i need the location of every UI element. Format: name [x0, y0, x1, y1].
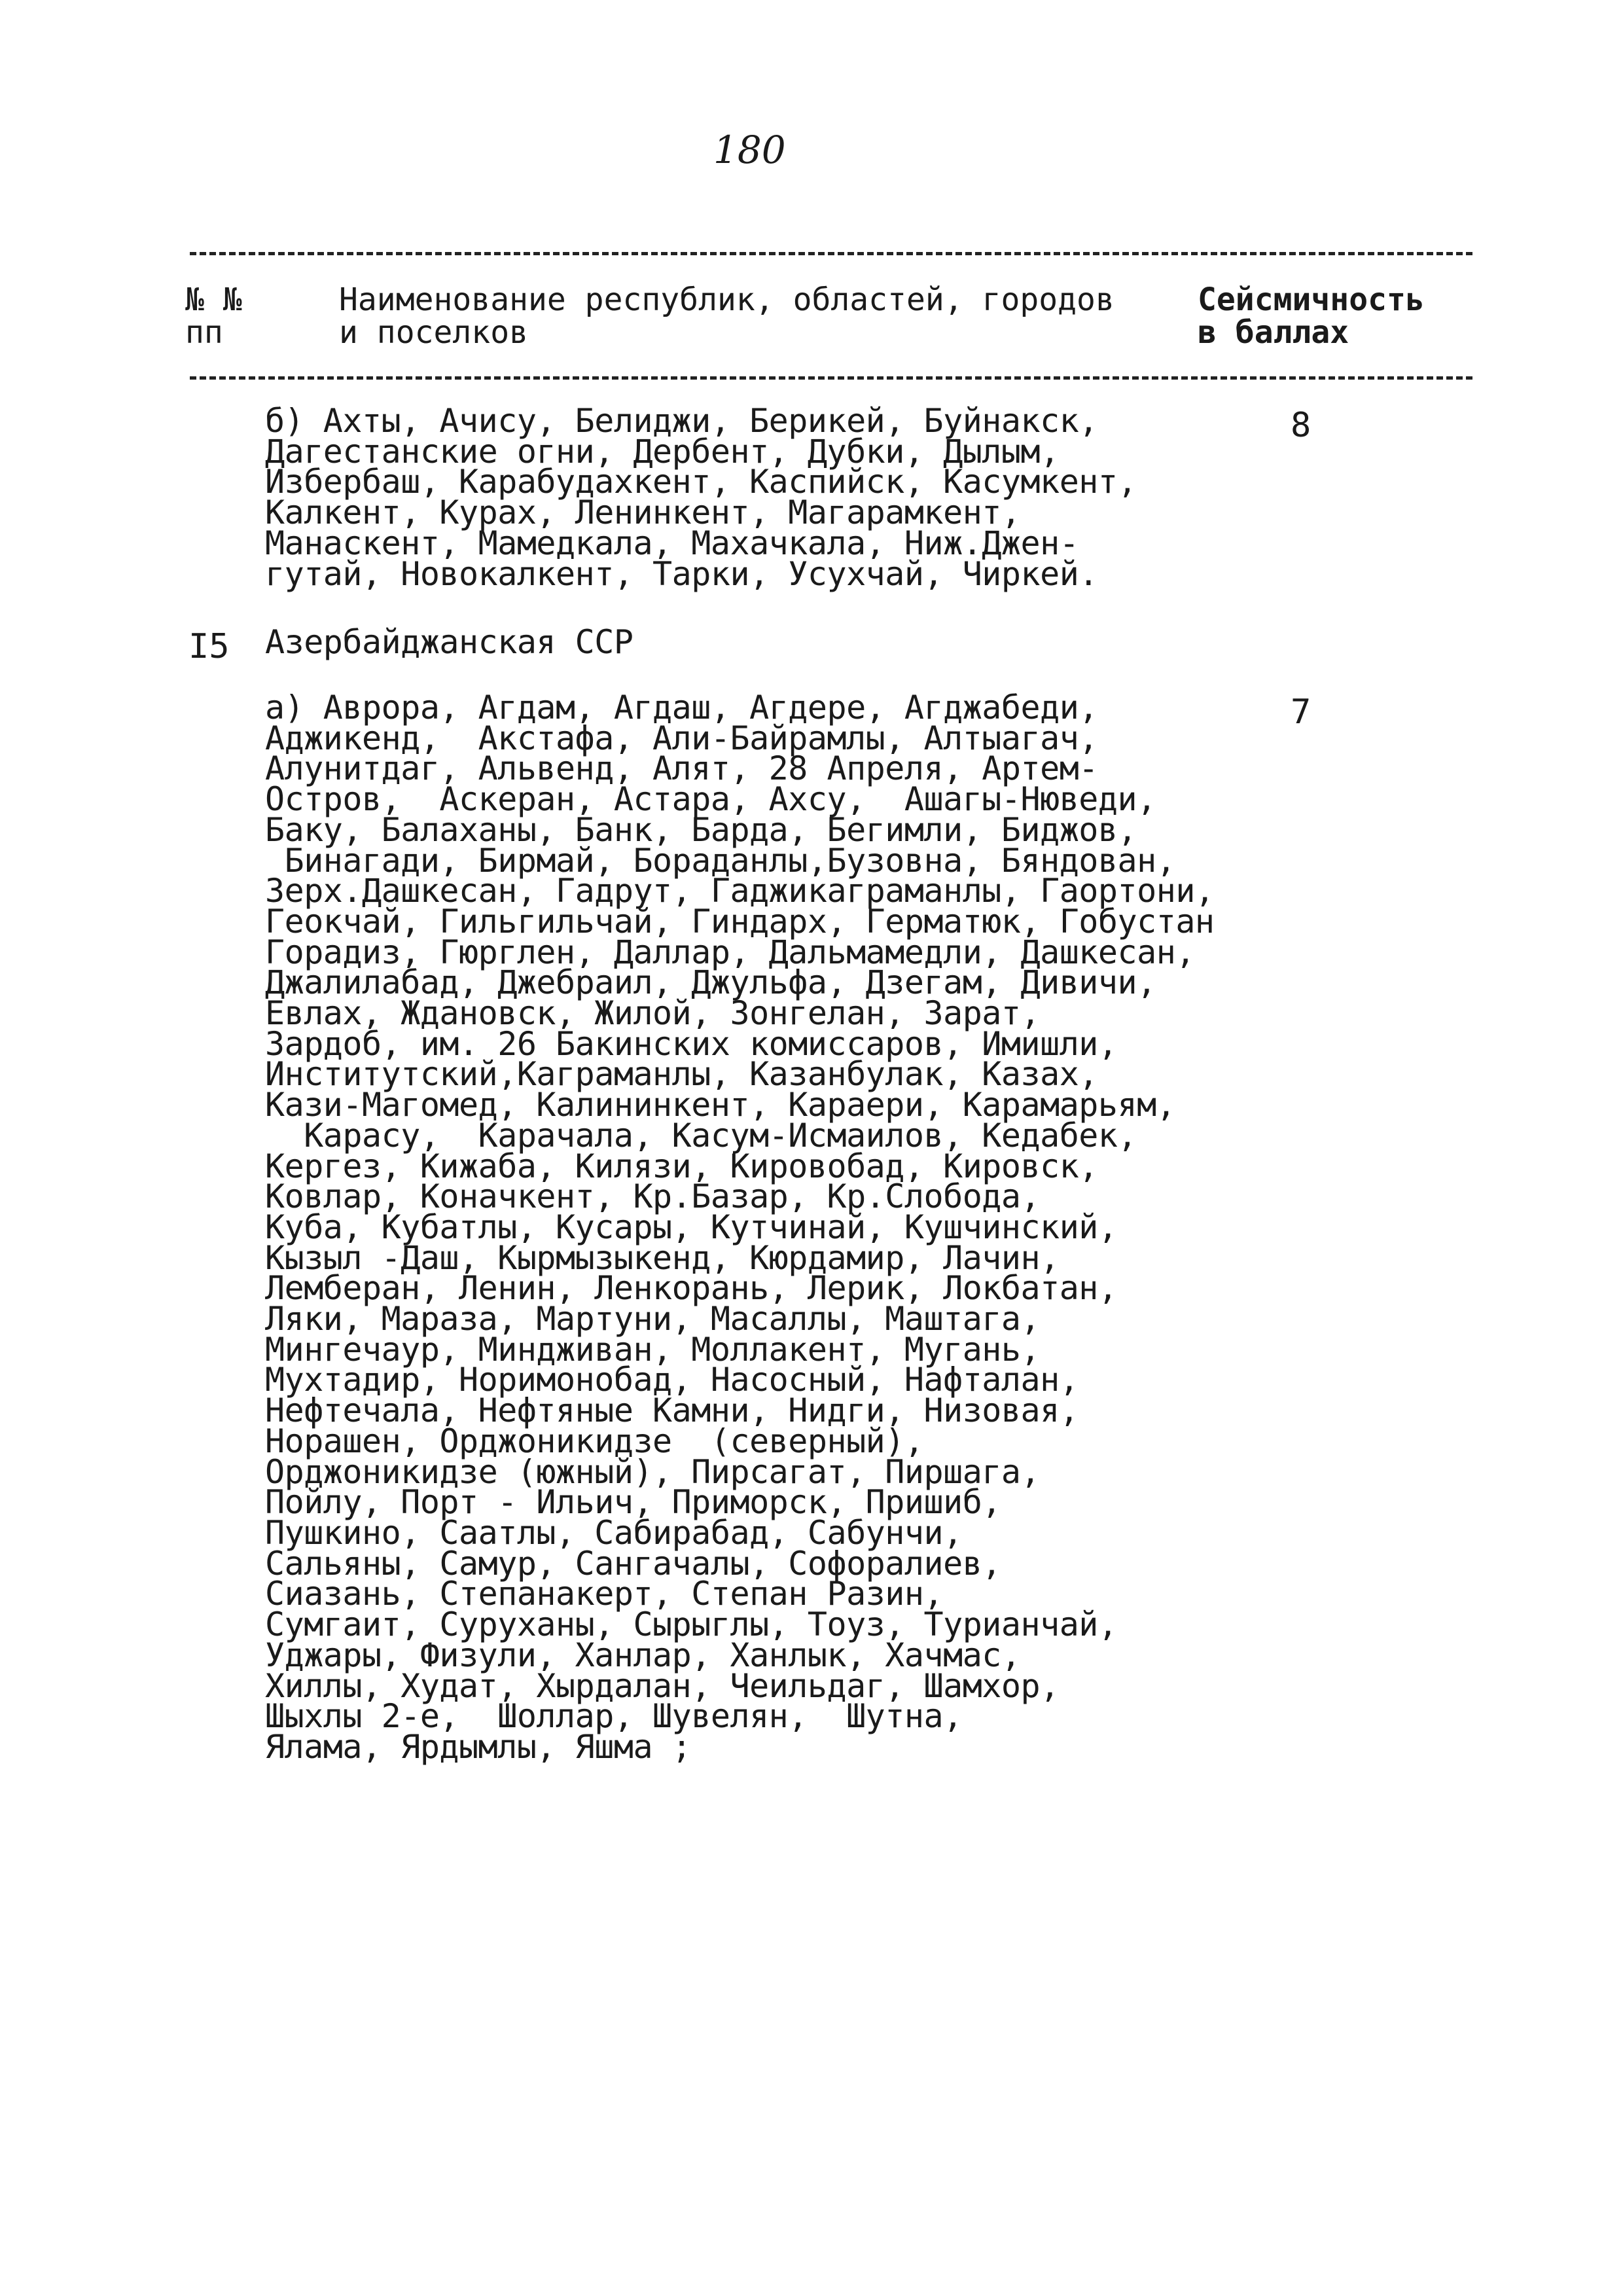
text-line: Орджоникидзе (южный), Пирсагат, Пиршагa, [265, 1452, 1041, 1491]
text-line: Евлах, Ждановск, Жилой, Зонгелан, Зарат, [265, 994, 1041, 1033]
text-line: Алунитдаг, Альвенд, Алят, 28 Апреля, Артем- [265, 749, 1098, 788]
text-line: Аджикенд, Акстафа, Али-Байрамлы, Алтыагач, [265, 719, 1098, 757]
header-bottom-rule [190, 376, 1472, 380]
text-line: Ляки, Мараза, Мартуни, Масаллы, Маштага, [265, 1300, 1041, 1338]
text-line: Карасу, Карачала, Касум-Исмаилов, Кедабек, [265, 1116, 1137, 1155]
text-line: Избербаш, Карабудахкент, Каспийск, Касумкент, [265, 463, 1137, 501]
text-line: Остров, Аскеран, Астара, Ахсу, Ашагы-Нюведи, [265, 780, 1156, 819]
text-line: Зардоб, им. 26 Бакинских комиссаров, Имишли, [265, 1024, 1118, 1063]
text-line: Институтский,Каграманлы, Казанбулак, Казах, [265, 1055, 1098, 1094]
header-num-col-line1: № № [185, 281, 242, 318]
header-seismicity-col-line1: Сейсмичность [1198, 281, 1425, 318]
block-b-text [265, 402, 1247, 593]
text-line: Пойлу, Порт - Ильич, Приморск, Пришиб, [265, 1483, 1001, 1522]
row-15-title: Азербайджанская ССР [265, 623, 633, 661]
text-line: Шыхлы 2-е, Шоллар, Шувелян, Шутна, [265, 1697, 963, 1736]
page-number: 180 [713, 128, 786, 172]
block-b-score: 8 [1291, 406, 1311, 445]
text-line: Лемберан, Ленин, Ленкорань, Лерик, Локбатан, [265, 1269, 1118, 1308]
text-line: Сумгаит, Суруханы, Сырыглы, Тоуз, Турианчай, [265, 1605, 1118, 1644]
text-line: Кази-Магомед, Калининкент, Караери, Карамарьям, [265, 1086, 1176, 1124]
text-line: Мингечаур, Миндживан, Моллакент, Мугань, [265, 1330, 1041, 1369]
text-line: б) Ахты, Ачису, Белиджи, Берикей, Буйнакск, [265, 402, 1098, 440]
text-line: Геокчай, Гильгильчай, Гиндарх, Герматюк, Гобустан [265, 902, 1215, 941]
header-num-col-line2: пп [185, 314, 223, 351]
text-line: Сиазань, Степанакерт, Степан Разин, [265, 1575, 944, 1613]
text-line: Дагестанские огни, Дербент, Дубки, Дылым, [265, 432, 1060, 471]
text-line: Джалилабад, Джебраил, Джульфа, Дзегам, Дивичи, [265, 963, 1156, 1002]
row-15-number: I5 [188, 627, 230, 666]
text-line: Ялама, Ярдымлы, Яшма ; [265, 1727, 692, 1766]
text-line: Горадиз, Гюрглен, Даллар, Дальмамедли, Дашкесан, [265, 933, 1195, 971]
text-line: Кергез, Кижаба, Килязи, Кировобад, Кировск, [265, 1147, 1098, 1185]
text-line: Куба, Кубатлы, Кусары, Кутчинай, Кушчинский, [265, 1208, 1118, 1246]
text-line: Калкент, Курах, Ленинкент, Магарамкент, [265, 493, 1021, 532]
text-line: Нефтечала, Нефтяные Камни, Нидги, Низовая, [265, 1391, 1079, 1430]
text-line: Уджары, Физули, Ханлар, Ханлык, Хачмас, [265, 1636, 1021, 1674]
text-line: Манаскент, Мамедкала, Махачкала, Ниж.Джен- [265, 524, 1079, 562]
block-a-score: 7 [1291, 692, 1311, 732]
text-line: а) Аврора, Агдам, Агдаш, Агдере, Агджабеди, [265, 689, 1098, 726]
header-name-col-line1: Наименование республик, областей, городов [339, 281, 1115, 318]
text-line: Зерх.Дашкесан, Гадрут, Гаджикаграманлы, Гаортони, [265, 872, 1215, 910]
text-line: Бинагади, Бирмай, Бораданлы,Бузовна, Бяндован, [265, 841, 1176, 880]
text-line: гутай, Новокалкент, Тарки, Усухчай, Чиркей. [265, 554, 1098, 593]
text-line: Сальяны, Самур, Сангачалы, Софоралиев, [265, 1544, 1001, 1583]
block-a-text [265, 689, 1247, 1766]
text-line: Кызыл -Даш, Кырмызыкенд, Кюрдамир, Лачин, [265, 1238, 1060, 1277]
text-line: Норашен, Орджоникидзе (северный), [265, 1422, 924, 1460]
text-line: Ковлар, Коначкент, Кр.Базар, Кр.Слобода, [265, 1177, 1041, 1216]
header-seismicity-col-line2: в баллах [1198, 314, 1349, 351]
text-line: Хиллы, Худат, Хырдалан, Чеильдаг, Шамхор, [265, 1666, 1060, 1705]
text-line: Мухтадир, Норимонобад, Насосный, Нафталан, [265, 1361, 1079, 1399]
text-line: Пушкино, Саатлы, Сабирабад, Сабунчи, [265, 1513, 963, 1552]
header-top-rule [190, 252, 1472, 255]
header-name-col-line2: и поселков [339, 314, 528, 351]
text-line: Баку, Балаханы, Банк, Барда, Бегимли, Биджов, [265, 810, 1137, 849]
